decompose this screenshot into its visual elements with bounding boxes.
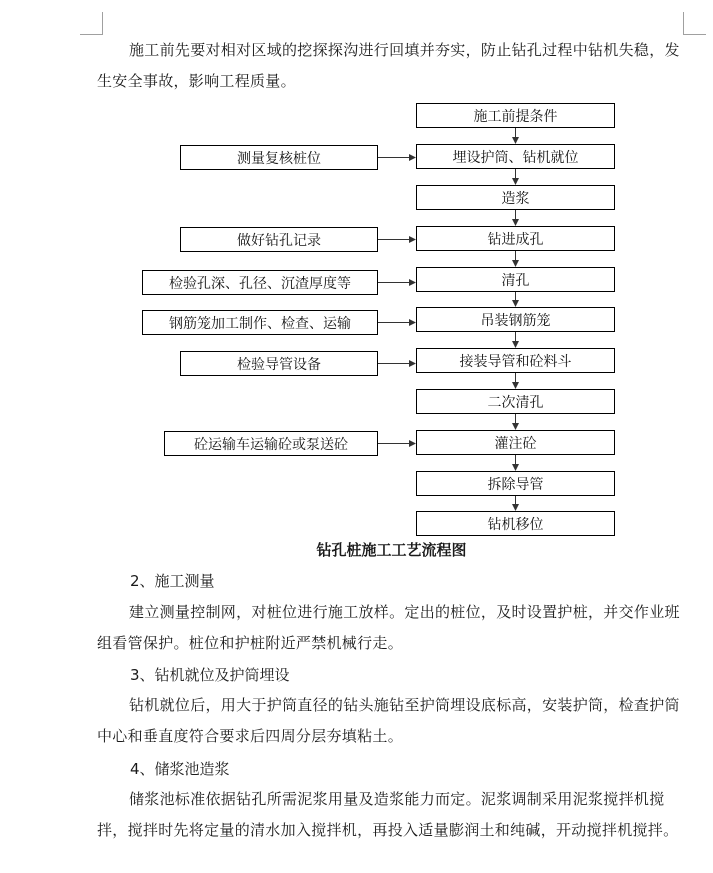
flowchart-caption: 钻孔桩施工工艺流程图 xyxy=(316,541,467,559)
flow-step-5: 清孔 xyxy=(416,267,615,292)
flow-step-3: 造浆 xyxy=(416,185,615,210)
flow-step-1: 施工前提条件 xyxy=(416,103,615,128)
flow-step-6: 吊装钢筋笼 xyxy=(416,307,615,332)
section-heading-rig-casing: 3、钻机就位及护筒埋设 xyxy=(130,666,290,684)
flow-side-input-5: 检验导管设备 xyxy=(180,351,378,376)
flow-side-input-3: 检验孔深、孔径、沉渣厚度等 xyxy=(142,270,378,295)
flow-side-input-2: 做好钻孔记录 xyxy=(180,227,378,252)
flow-step-7: 接装导管和砼料斗 xyxy=(416,348,615,373)
flow-step-9: 灌注砼 xyxy=(416,430,615,455)
flow-side-input-6: 砼运输车运输砼或泵送砼 xyxy=(164,431,378,456)
intro-paragraph: 施工前先要对相对区域的挖探探沟进行回填并夯实，防止钻孔过程中钻机失稳，发生安全事故，影响工程质量。 xyxy=(97,41,680,90)
flow-step-2: 埋设护筒、钻机就位 xyxy=(416,144,615,169)
section-body-slurry-pit: 储浆池标准依据钻孔所需泥浆用量及造浆能力而定。泥浆调制采用泥浆搅拌机搅拌，搅拌时先将定量的清水加入搅拌机，再投入适量膨润土和纯碱，开动搅拌机搅拌。 xyxy=(97,790,679,839)
flow-step-8: 二次清孔 xyxy=(416,389,615,414)
section-heading-survey: 2、施工测量 xyxy=(130,572,215,590)
flow-step-10: 拆除导管 xyxy=(416,471,615,496)
flow-side-input-4: 钢筋笼加工制作、检查、运输 xyxy=(142,310,378,335)
section-heading-slurry-pit: 4、储浆池造浆 xyxy=(130,760,230,778)
flow-side-input-1: 测量复核桩位 xyxy=(180,145,378,170)
section-body-survey: 建立测量控制网，对桩位进行施工放样。定出的桩位，及时设置护桩，并交作业班组看管保护。桩位和护桩附近严禁机械行走。 xyxy=(97,603,680,652)
flow-step-11: 钻机移位 xyxy=(416,511,615,536)
section-body-rig-casing: 钻机就位后，用大于护筒直径的钻头施钻至护筒埋设底标高，安装护筒，检查护筒中心和垂直度符合要求后四周分层夯填粘土。 xyxy=(97,696,680,745)
flow-step-4: 钻进成孔 xyxy=(416,226,615,251)
